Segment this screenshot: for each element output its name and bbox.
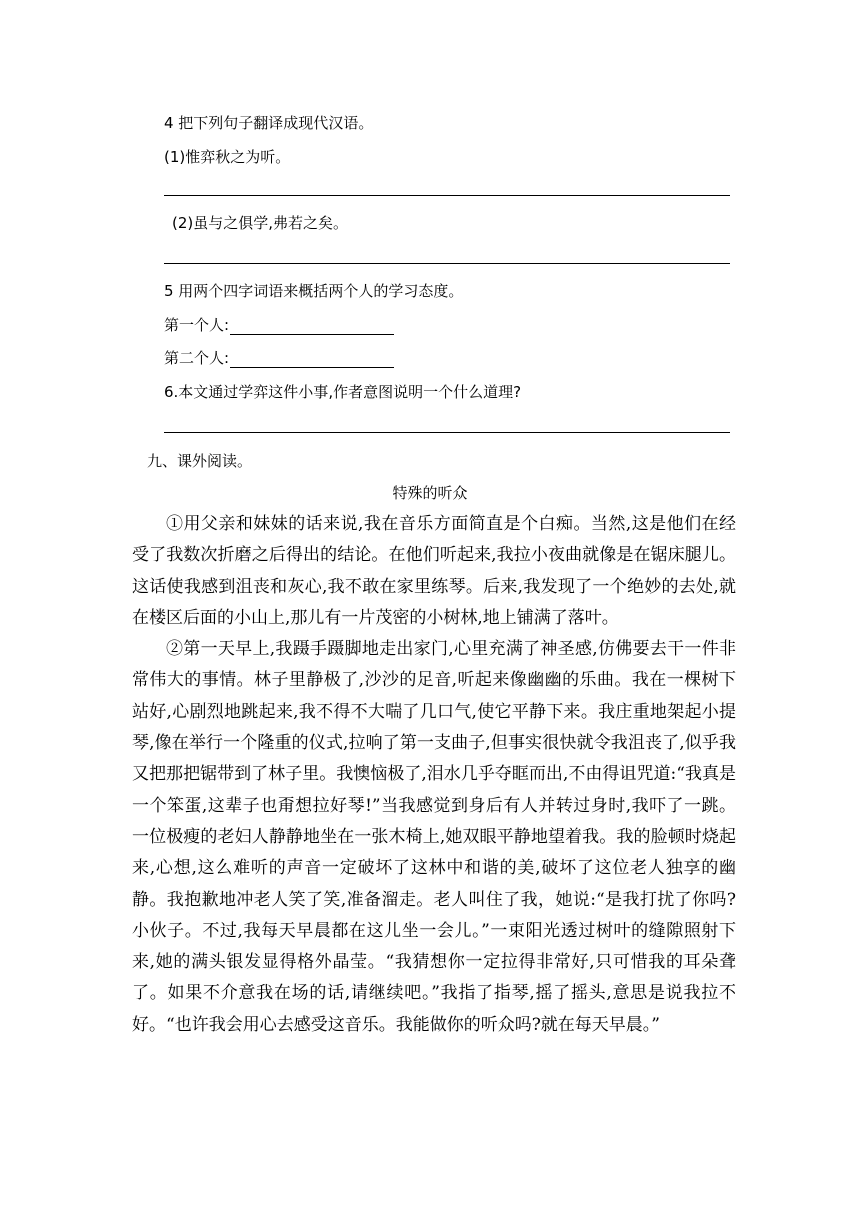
first-person-row — [164, 315, 394, 335]
question-4-item-2: (2)虽与之俱学,弗若之矣。 — [172, 214, 349, 232]
question-6-prompt: 6.本文通过学弈这件小事,作者意图说明一个什么道理? — [164, 383, 522, 401]
second-person-label: 第二个人: — [164, 349, 230, 367]
reading-passage — [132, 509, 736, 1041]
section-9-heading: 九、课外阅读。 — [147, 452, 253, 470]
first-person-blank[interactable] — [230, 318, 394, 335]
passage-paragraph-2: ②第一天早上,我蹑手蹑脚地走出家门,心里充满了神圣感,仿佛要去干一件非常伟大的事情。林子里静极了,沙沙的足音,听起来像幽幽的乐曲。我在一棵树下站好,心剧烈地跳起来,我不得不大喘了几口气,使它平静下来。我庄重地架起小提琴,像在举行一个隆重的仪式,拉响了第一支曲子,但事实很快就令我沮丧了,似乎我又把那把锯带到了林子里。我懊恼极了,泪水几乎夺眶而出,不由得诅咒道:“我真是一个笨蛋,这辈子也甭想拉好琴!”当我感觉到身后有人并转过身时,我吓了一跳。一位极瘦的老妇人静静地坐在一张木椅上,她双眼平静地望着我。我的脸顿时烧起来,心想,这么难听的声音一定破坏了这林中和谐的美,破坏了这位老人独享的幽静。我抱歉地冲老人笑了笑,准备溜走。老人叫住了我，她说:“是我打扰了你吗?小伙子。不过,我每天早晨都在这儿坐一会儿。”一束阳光透过树叶的缝隙照射下来,她的满头银发显得格外晶莹。“我猜想你一定拉得非常好,只可惜我的耳朵聋了。如果不介意我在场的话,请继续吧。”我指了指琴,摇了摇头,意思是说我拉不好。“也许我会用心去感受这音乐。我能做你的听众吗?就在每天早晨。” — [132, 639, 736, 1035]
first-person-label: 第一个人: — [164, 316, 230, 334]
question-5-prompt: 5 用两个四字词语来概括两个人的学习态度。 — [164, 282, 464, 300]
second-person-row — [164, 348, 394, 368]
answer-line-6[interactable] — [164, 432, 730, 433]
question-4-prompt: 4 把下列句子翻译成现代汉语。 — [164, 114, 374, 132]
question-4-item-1: (1)惟弈秋之为听。 — [164, 148, 291, 166]
second-person-blank[interactable] — [230, 351, 394, 368]
passage-title: 特殊的听众 — [392, 484, 468, 502]
answer-line-4-2[interactable] — [164, 263, 730, 264]
passage-paragraph-1: ①用父亲和妹妹的话来说,我在音乐方面简直是个白痴。当然,这是他们在经受了我数次折磨之后得出的结论。在他们听起来,我拉小夜曲就像是在锯床腿儿。这话使我感到沮丧和灰心,我不敢在家里练琴。后来,我发现了一个绝妙的去处,就在楼区后面的小山上,那儿有一片茂密的小树林,地上铺满了落叶。 — [132, 514, 736, 628]
answer-line-4-1[interactable] — [164, 195, 730, 196]
